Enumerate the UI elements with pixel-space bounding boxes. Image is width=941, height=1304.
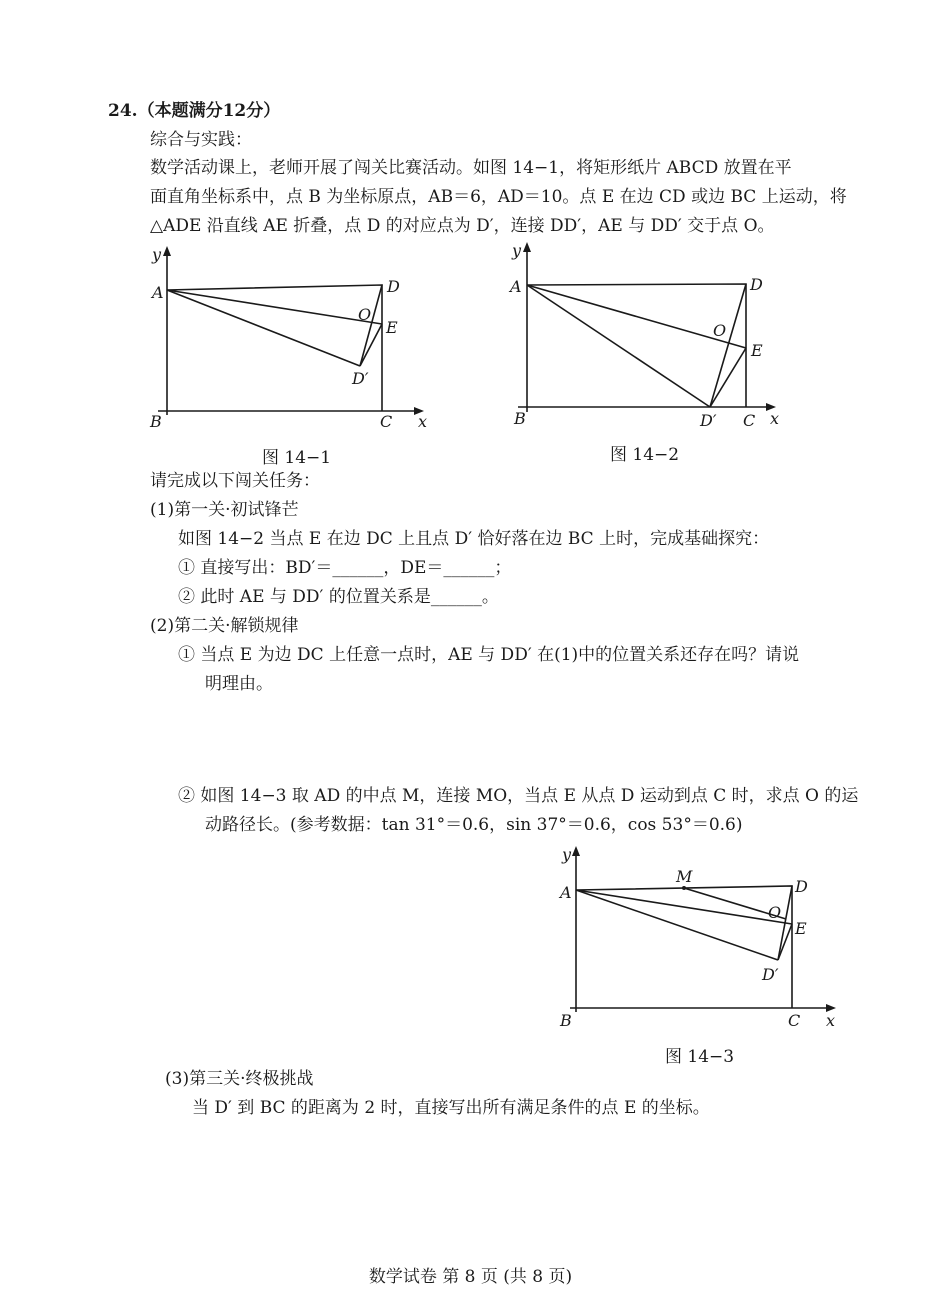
question-score: （本题满分12分） bbox=[137, 101, 281, 121]
fig1-label-o: O bbox=[358, 305, 372, 324]
figure-14-1-caption: 图 14−1 bbox=[262, 448, 332, 468]
part3-title: (3)第三关·终极挑战 bbox=[165, 1069, 314, 1089]
fig1-label-b: B bbox=[150, 412, 162, 431]
fig3-label-m: M bbox=[676, 867, 693, 886]
fig3-label-o: O bbox=[768, 903, 782, 922]
fig1-label-dprime: D′ bbox=[352, 369, 369, 388]
tasks-heading: 请完成以下闯关任务： bbox=[150, 471, 320, 491]
figure-14-2-caption: 图 14−2 bbox=[610, 445, 680, 465]
fig3-label-e: E bbox=[795, 919, 807, 938]
part2-q2-line2: 动路径长。(参考数据：tan 31°＝0.6，sin 37°＝0.6，cos 53°＝0.6) bbox=[205, 815, 743, 835]
figure-14-3-caption: 图 14−3 bbox=[665, 1047, 735, 1067]
fig3-label-d: D bbox=[795, 877, 808, 896]
part2-q2-line1: ② 如图 14−3 取 AD 的中点 M，连接 MO，当点 E 从点 D 运动到点 C 时，求点 O 的运 bbox=[178, 786, 859, 806]
fig3-line-ae bbox=[576, 890, 792, 924]
part2-title: (2)第二关·解锁规律 bbox=[150, 616, 299, 636]
fig3-label-dprime: D′ bbox=[762, 965, 779, 984]
part2-q1-line1: ① 当点 E 为边 DC 上任意一点时，AE 与 DD′ 在(1)中的位置关系还存在吗？请说 bbox=[178, 645, 800, 665]
fig3-label-a: A bbox=[560, 883, 572, 902]
part1-q2: ② 此时 AE 与 DD′ 的位置关系是______。 bbox=[178, 587, 499, 607]
question-number: 24. bbox=[108, 101, 138, 121]
fig1-label-y: y bbox=[152, 245, 162, 264]
question-number-score bbox=[108, 100, 280, 122]
fig2-label-y: y bbox=[512, 241, 522, 260]
part1-q1: ① 直接写出：BD′＝______，DE＝______； bbox=[178, 558, 512, 578]
fig3-y-arrow bbox=[572, 846, 580, 856]
fig2-rect-edges bbox=[527, 284, 746, 407]
figure-14-3 bbox=[550, 840, 850, 1040]
fig2-line-dpe bbox=[710, 348, 746, 407]
intro-line-1: 数学活动课上，老师开展了闯关比赛活动。如图 14−1，将矩形纸片 ABCD 放置在平 bbox=[150, 158, 792, 178]
fig3-label-x: x bbox=[826, 1011, 836, 1030]
fig1-label-a: A bbox=[152, 283, 164, 302]
fig3-label-b: B bbox=[560, 1011, 572, 1030]
fig2-label-a: A bbox=[510, 277, 522, 296]
fig2-label-x: x bbox=[770, 409, 780, 428]
fig2-label-dprime: D′ bbox=[700, 411, 717, 430]
part2-q1-line2: 明理由。 bbox=[205, 674, 273, 694]
section-title: 综合与实践： bbox=[150, 130, 252, 150]
fig3-rect-edges bbox=[576, 886, 792, 1008]
fig1-label-e: E bbox=[386, 318, 398, 337]
intro-line-2: 面直角坐标系中，点 B 为坐标原点，AB＝6，AD＝10。点 E 在边 CD 或边 BC 上运动，将 bbox=[150, 187, 847, 207]
fig2-y-arrow bbox=[523, 242, 531, 252]
fig1-label-x: x bbox=[418, 412, 428, 431]
fig1-line-ae bbox=[167, 290, 382, 324]
fig2-label-c: C bbox=[743, 411, 756, 430]
fig1-line-adp bbox=[167, 290, 360, 366]
fig2-line-ddp bbox=[710, 284, 746, 407]
fig1-rect-edges bbox=[167, 285, 382, 411]
fig3-point-m bbox=[682, 886, 686, 890]
fig1-label-c: C bbox=[380, 412, 393, 431]
fig3-line-dpe bbox=[778, 924, 792, 960]
fig3-line-adp bbox=[576, 890, 778, 960]
fig2-label-o: O bbox=[713, 321, 727, 340]
part3-desc: 当 D′ 到 BC 的距离为 2 时，直接写出所有满足条件的点 E 的坐标。 bbox=[192, 1098, 710, 1118]
fig3-label-y: y bbox=[562, 845, 572, 864]
fig1-line-ddp bbox=[360, 285, 382, 366]
fig2-label-e: E bbox=[751, 341, 763, 360]
intro-line-3: △ADE 沿直线 AE 折叠，点 D 的对应点为 D′，连接 DD′，AE 与 DD′ 交于点 O。 bbox=[150, 216, 775, 236]
fig3-label-c: C bbox=[788, 1011, 801, 1030]
fig1-label-d: D bbox=[387, 277, 400, 296]
fig2-line-adp bbox=[527, 285, 710, 407]
part1-title: (1)第一关·初试锋芒 bbox=[150, 500, 299, 520]
fig1-y-arrow bbox=[163, 246, 171, 256]
page-footer: 数学试卷 第 8 页 (共 8 页) bbox=[368, 1267, 573, 1287]
part1-desc: 如图 14−2 当点 E 在边 DC 上且点 D′ 恰好落在边 BC 上时，完成基础探究： bbox=[178, 529, 770, 549]
fig2-label-d: D bbox=[750, 275, 763, 294]
fig1-line-dpe bbox=[360, 324, 382, 366]
fig2-label-b: B bbox=[514, 409, 526, 428]
figure-14-1 bbox=[140, 240, 440, 440]
figure-14-2 bbox=[500, 236, 790, 436]
